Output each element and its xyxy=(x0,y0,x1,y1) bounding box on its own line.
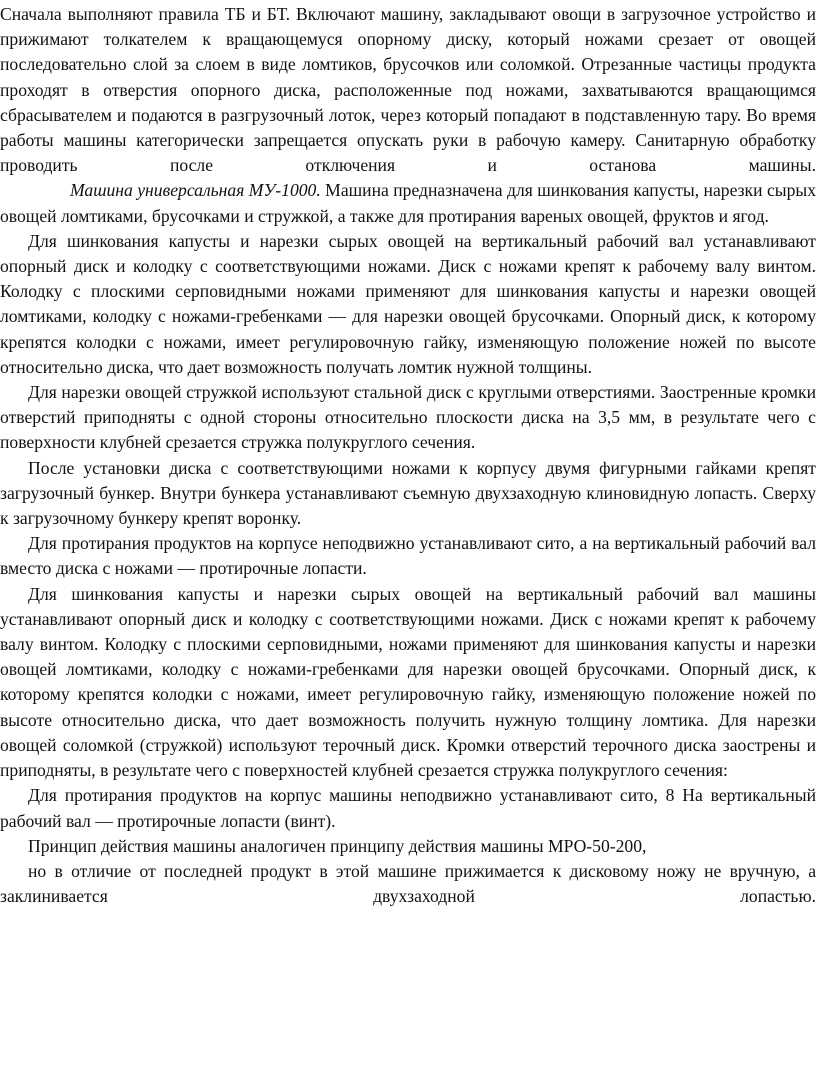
paragraph-safety-procedure: Сначала выполняют правила ТБ и БТ. Включают машину, закладывают овощи в загрузочное устройство и прижимают толкателем к вращающемуся опорному диску, который ножами срезает от овощей последовательно слой за слоем в виде ломтиков, брусочков или соломкой. Отрезанные частицы продукта проходят в отверстия опорного диска, расположенные под ножами, захватываются вращающимся сбрасывателем и подаются в разгрузочный лоток, через который попадают в подставленную тару. Во время работы машины категорически запрещается опускать руки в рабочую камеру. Санитарную обработку проводить после отключения и останова машины. xyxy=(0,4,816,176)
paragraph-machine-intro xyxy=(0,178,816,228)
machine-title: Машина универсальная МУ-1000. xyxy=(70,180,321,201)
paragraph-hopper-assembly: После установки диска с соответствующими ножами к корпусу двумя фигурными гайками крепят загрузочный бункер. Внутри бункера устанавливают съемную двухзаходную клиновидную лопасть. Сверху к загрузочному бункеру крепят воронку. xyxy=(0,457,816,529)
machine-purpose: Машина предназначена для шинкования капусты, нарезки сырых овощей ломтиками, брусочками и стружкой, а также для протирания вареных овощей, фруктов и ягод. xyxy=(0,180,816,226)
paragraph-operating-principle: Принцип действия машины аналогичен принципу действия машины МРО-50-200, xyxy=(28,835,647,856)
paragraph-shredding-setup-repeat: Для шинкования капусты и нарезки сырых овощей на вертикальный рабочий вал машины устанавливают опорный диск и колодку с соответствующими ножами. Диск с ножами крепят к рабочему валу винтом. Колодку с плоскими серповидными, ножами применяют для шинкования капусты и нарезки овощей ломтиками, колодку с ножами-гребенками для нарезки овощей брусочками. Опорный диск, к которому крепятся колодки с ножами, имеет регулировочную гайку, изменяющую положение ножей по высоте относительно диска, что дает возможность получить нужную толщину ломтика. Для нарезки овощей соломкой (стружкой) используют терочный диск. Кромки отверстий терочного диска заострены и приподняты, в результате чего с поверхностей клубней срезается стружка полукруглого сечения: xyxy=(0,583,816,781)
paragraph-straw-cutting: Для нарезки овощей стружкой используют стальной диск с круглыми отверстиями. Заостренные кромки отверстий приподняты с одной стороны относительно плоскости диска на 3,5 мм, в результате чего с поверхности клубней срезается стружка полукруглого сечения. xyxy=(0,382,816,453)
paragraph-shredding-setup: Для шинкования капусты и нарезки сырых овощей на вертикальный рабочий вал устанавливают опорный диск и колодку с соответствующими ножами. Диск с ножами крепят к рабочему валу винтом. Колодку с плоскими серповидными ножами применяют для шинкования капусты и нарезки овощей ломтиками, колодку с ножами-гребенками — для нарезки овощей брусочками. Опорный диск, к которому крепятся колодки с ножами, имеет регулировочную гайку, изменяющую положение ножей по высоте относительно диска, что дает возможность получать ломтик нужной толщины. xyxy=(0,230,816,377)
paragraph-difference: но в отличие от последней продукт в этой машине прижимается к дисковому ножу не вручную, а заклинивается двухзаходной лопастью. xyxy=(0,860,816,907)
paragraph-wiping-setup-repeat: Для протирания продуктов на корпус машины неподвижно устанавливают сито, 8 На вертикальный рабочий вал — протирочные лопасти (винт). xyxy=(0,785,816,831)
paragraph-wiping-setup: Для протирания продуктов на корпусе неподвижно устанавливают сито, а на вертикальный рабочий вал вместо диска с ножами — протирочные лопасти. xyxy=(0,533,816,579)
